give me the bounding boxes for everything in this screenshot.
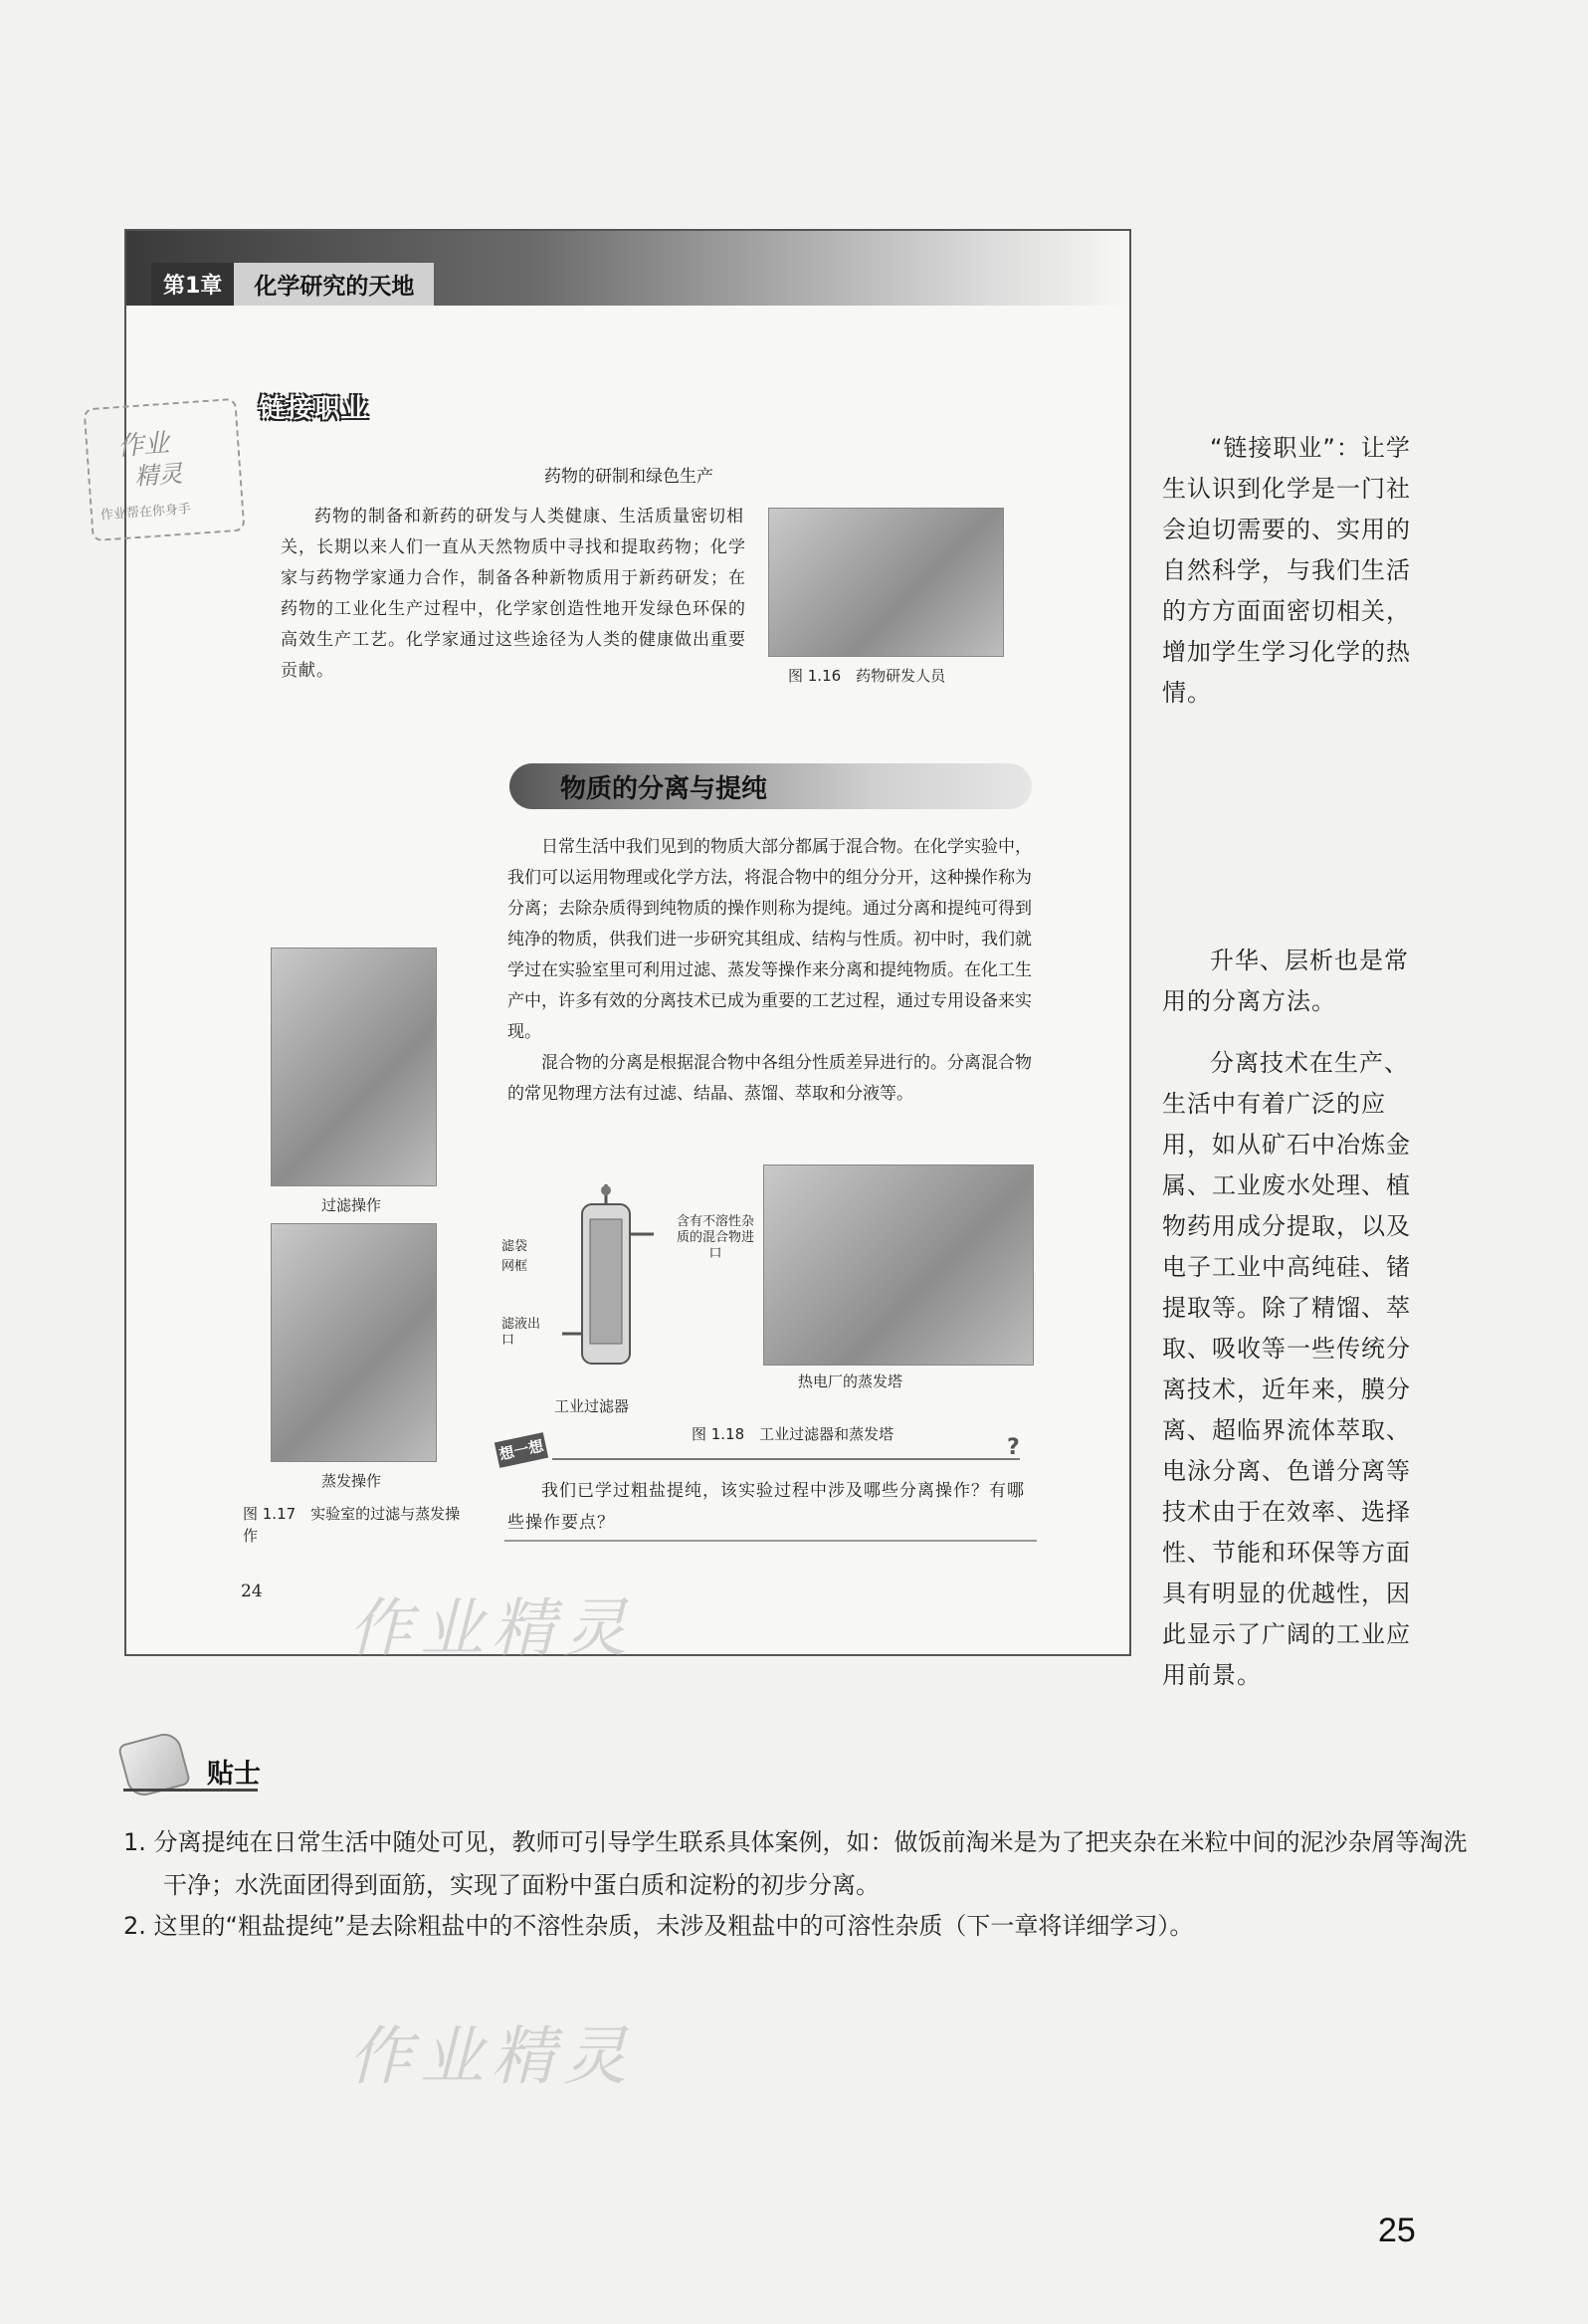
evaporation-tower-photo bbox=[763, 1164, 1034, 1366]
tips-heading: 贴士 bbox=[207, 1759, 261, 1790]
industrial-filter-diagram bbox=[542, 1184, 667, 1383]
sidebar-note-2: 升华、层析也是常用的分离方法。 bbox=[1162, 947, 1409, 1015]
filtration-photo bbox=[271, 948, 437, 1186]
think-label: 想一想 bbox=[495, 1432, 548, 1468]
sidebar-note-1: “链接职业”：让学生认识到化学是一门社会迫切需要的、实用的自然科学，与我们生活的方方面面密切相关，增加学生学习化学的热情。 bbox=[1162, 434, 1411, 707]
evaporation-caption: 蒸发操作 bbox=[321, 1472, 382, 1490]
stamp-line-3: 作业帮在你身手 bbox=[99, 502, 192, 524]
section-title: 物质的分离与提纯 bbox=[560, 774, 768, 804]
stamp-line-1: 作业 bbox=[116, 428, 171, 463]
section-paragraph-1: 日常生活中我们见到的物质大部分都属于混合物。在化学实验中，我们可以运用物理或化学方法，将混合物中的组分分开，这种操作称为分离；去除杂质得到纯物质的操作则称为提纯。通过分离和提纯可得到纯净的物质，供我们进一步研究其组成、结构与性质。初中时，我们就学过在实验室里可利用过滤、蒸发等操作来分离和提纯物质。在化工生产中，许多有效的分离技术已成为重要的工艺过程，通过专用设备来实现。 bbox=[507, 837, 1032, 1042]
think-text: 我们已学过粗盐提纯，该实验过程中涉及哪些分离操作？有哪些操作要点？ bbox=[507, 1481, 1025, 1533]
industrial-filter-caption: 工业过滤器 bbox=[554, 1397, 630, 1415]
think-divider bbox=[552, 1458, 1020, 1460]
label-mixture-inlet: 含有不溶性杂质的混合物进口 bbox=[676, 1214, 754, 1261]
tip-item-2: 2. 这里的“粗盐提纯”是去除粗盐中的不溶性杂质，未涉及粗盐中的可溶性杂质（下一章将详细学习）。 bbox=[123, 1912, 1194, 1940]
filtration-caption: 过滤操作 bbox=[321, 1196, 382, 1214]
question-mark-icon: ? bbox=[1007, 1435, 1020, 1460]
label-filtrate-outlet: 滤液出口 bbox=[501, 1317, 541, 1348]
chapter-number: 第1章 bbox=[151, 263, 234, 306]
inner-page-number: 24 bbox=[241, 1582, 263, 1601]
figure-118-caption: 图 1.18 工业过滤器和蒸发塔 bbox=[692, 1425, 894, 1443]
think-bottom-divider bbox=[504, 1540, 1037, 1542]
page-number: 25 bbox=[1378, 2212, 1416, 2249]
sidebar-note-3: 分离技术在生产、生活中有着广泛的应用，如从矿石中冶炼金属、工业废水处理、植物药用成分提取，以及电子工业中高纯硅、锗提取等。除了精馏、萃取、吸收等一些传统分离技术，近年来，膜分离、超临界流体萃取、电泳分离、色谱分离等技术由于在效率、选择性、节能和环保等方面具有明显的优越性，因此显示了广阔的工业应用前景。 bbox=[1162, 1049, 1411, 1689]
stamp-line-2: 精灵 bbox=[133, 459, 184, 492]
tips-underline bbox=[123, 1789, 258, 1792]
section-paragraph-2: 混合物的分离是根据混合物中各组分性质差异进行的。分离混合物的常见物理方法有过滤、结晶、蒸馏、萃取和分液等。 bbox=[507, 1053, 1032, 1104]
tower-caption: 热电厂的蒸发塔 bbox=[798, 1373, 903, 1390]
career-heading: 链接职业 bbox=[259, 394, 371, 424]
chapter-tab bbox=[151, 264, 434, 304]
figure-116-caption: 图 1.16 药物研发人员 bbox=[788, 667, 946, 685]
section-text bbox=[507, 832, 1035, 1110]
figure-117-caption: 图 1.17 实验室的过滤与蒸发操作 bbox=[243, 1505, 461, 1545]
watermark: 作业精灵 bbox=[348, 1592, 635, 1666]
textbook-page-image bbox=[124, 229, 1131, 1656]
tip-item-1: 1. 分离提纯在日常生活中随处可见，教师可引导学生联系具体案例，如：做饭前淘米是为了把夹杂在米粒中间的泥沙杂屑等淘洗干净；水洗面团得到面筋，实现了面粉中蛋白质和淀粉的初步分离。 bbox=[123, 1828, 1468, 1899]
label-mesh-frame: 网框 bbox=[501, 1259, 528, 1274]
researcher-photo bbox=[768, 508, 1004, 657]
career-subtitle: 药物的研制和绿色生产 bbox=[544, 467, 713, 487]
career-text: 药物的制备和新药的研发与人类健康、生活质量密切相关，长期以来人们一直从天然物质中寻找和提取药物；化学家与药物学家通力合作，制备各种新物质用于新药研发；在药物的工业化生产过程中，化学家创造性地开发绿色环保的高效生产工艺。化学家通过这些途径为人类的健康做出重要贡献。 bbox=[281, 507, 746, 681]
watermark: 作业精灵 bbox=[348, 2020, 635, 2094]
app-stamp bbox=[84, 398, 246, 541]
label-filter-bag: 滤袋 bbox=[501, 1239, 528, 1254]
chapter-title: 化学研究的天地 bbox=[234, 263, 434, 306]
evaporation-photo bbox=[271, 1223, 437, 1462]
